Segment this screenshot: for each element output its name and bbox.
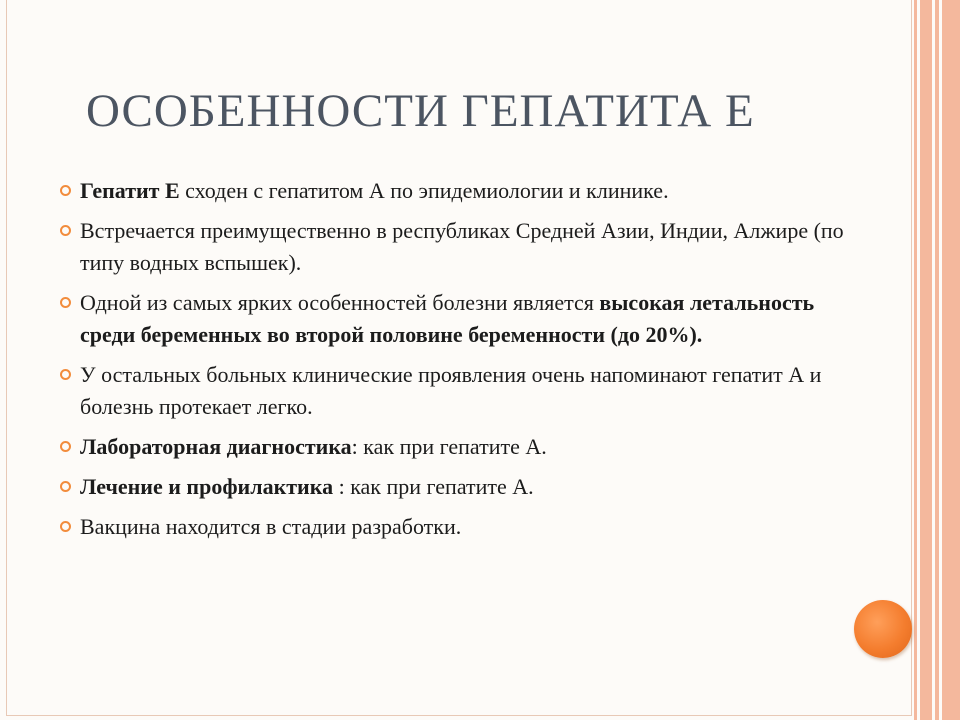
bullet-item: У остальных больных клинические проявления очень напоминают гепатит А и болезнь протекает легко. <box>60 359 850 423</box>
bullet-list <box>60 175 850 551</box>
decorative-orb-icon <box>854 600 912 658</box>
bullet-item: Встречается преимущественно в республиках Средней Азии, Индии, Алжире (по типу водных вспышек). <box>60 215 850 279</box>
bullet-item: Гепатит Е сходен с гепатитом А по эпидемиологии и клинике. <box>60 175 850 207</box>
bullet-item: Вакцина находится в стадии разработки. <box>60 511 850 543</box>
bullet-circle-icon <box>60 369 71 380</box>
bullet-item: Лечение и профилактика : как при гепатите А. <box>60 471 850 503</box>
bullet-circle-icon <box>60 441 71 452</box>
bullet-circle-icon <box>60 297 71 308</box>
decorative-stripes <box>914 0 960 720</box>
bullet-circle-icon <box>60 225 71 236</box>
bullet-circle-icon <box>60 521 71 532</box>
bullet-circle-icon <box>60 481 71 492</box>
bullet-item: Лабораторная диагностика: как при гепатите А. <box>60 431 850 463</box>
bullet-circle-icon <box>60 185 71 196</box>
bullet-item: Одной из самых ярких особенностей болезни является высокая летальность среди беременных во второй половине беременности (до 20%). <box>60 287 850 351</box>
slide-title: ОСОБЕННОСТИ ГЕПАТИТА Е <box>86 85 755 137</box>
